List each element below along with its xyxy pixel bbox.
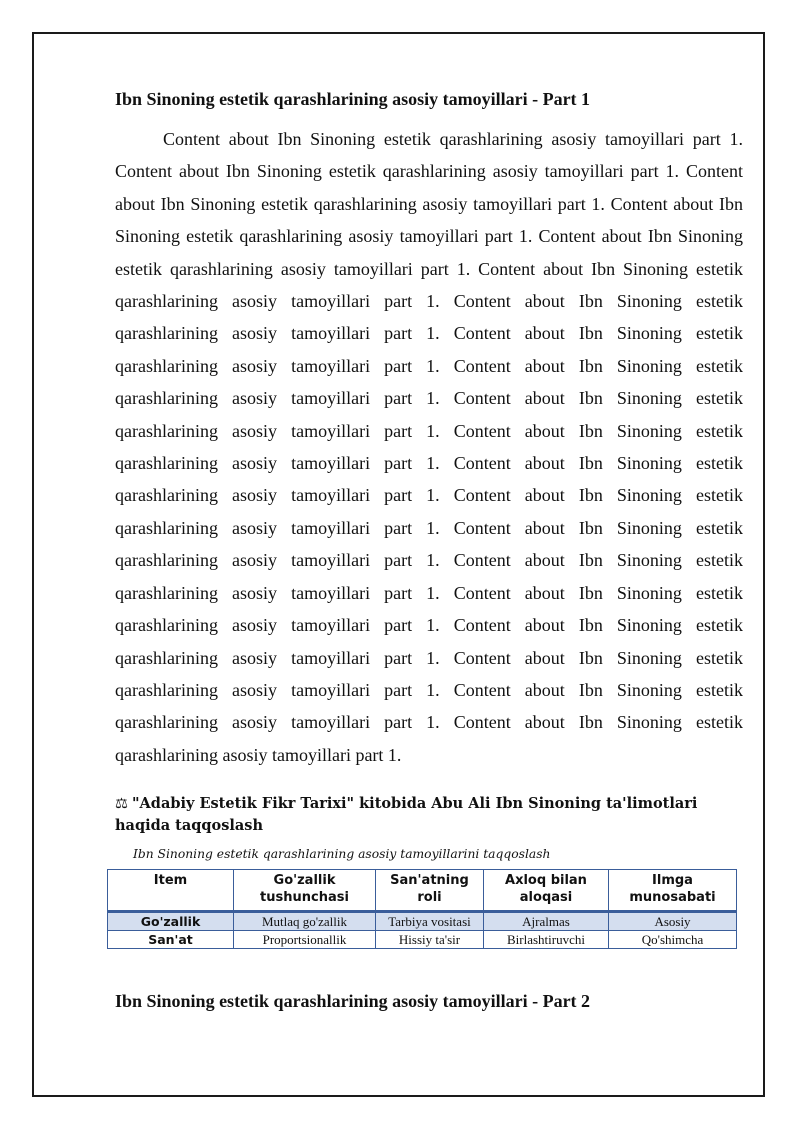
section-heading-part-2: Ibn Sinoning estetik qarashlarining asosiy tamoyillari - Part 2: [115, 991, 591, 1011]
column-header-item: Item: [108, 870, 234, 912]
table-cell: Qo'shimcha: [609, 931, 737, 949]
table-row: [108, 931, 737, 949]
section-heading-part-1: Ibn Sinoning estetik qarashlarining asosiy tamoyillari - Part 1: [115, 89, 591, 109]
table-cell: Asosiy: [609, 912, 737, 931]
row-label: Go'zallik: [108, 912, 234, 931]
table-row: [108, 912, 737, 931]
column-header-ethics-relation: Axloq bilan aloqasi: [484, 870, 609, 912]
table-cell: Ajralmas: [484, 912, 609, 931]
row-label: San'at: [108, 931, 234, 949]
body-paragraph: Content about Ibn Sinoning estetik qarashlarining asosiy tamoyillari part 1. Content about Ibn Sinoning estetik qarashlarining asosiy tamoyillari part 1. Content about Ibn Sinoning estetik qarashlarining asosiy tamoyillari part 1. Content about Ibn Sinoning estetik qarashlarining asosiy tamoyillari part 1. Content about Ibn Sinoning estetik qarashlarining asosiy tamoyillari part 1. Content about Ibn Sinoning estetik qarashlarining asosiy tamoyillari part 1. Content about Ibn Sinoning estetik qarashlarining asosiy tamoyillari part 1. Content about Ibn Sinoning estetik qarashlarining asosiy tamoyillari part 1. Content about Ibn Sinoning estetik qarashlarining asosiy tamoyillari part 1. Content about Ibn Sinoning estetik qarashlarining asosiy tamoyillari part 1. Content about Ibn Sinoning estetik qarashlarining asosiy tamoyillari part 1. Content about Ibn Sinoning estetik qarashlarining asosiy tamoyillari part 1. Content about Ibn Sinoning estetik qarashlarining asosiy tamoyillari part 1. Content about Ibn Sinoning estetik qarashlarining asosiy tamoyillari part 1. Content about Ibn Sinoning estetik qarashlarining asosiy tamoyillari part 1. Content about Ibn Sinoning estetik qarashlarining asosiy tamoyillari part 1. Content about Ibn Sinoning estetik qarashlarining asosiy tamoyillari part 1. Content about Ibn Sinoning estetik qarashlarining asosiy tamoyillari part 1. Content about Ibn Sinoning estetik qarashlarining asosiy tamoyillari part 1. Content about Ibn Sinoning estetik qarashlarining asosiy tamoyillari part 1.: [115, 129, 743, 765]
column-header-role-of-art: San'atning roli: [376, 870, 484, 912]
comparison-table: [107, 869, 737, 949]
page-content: [115, 86, 743, 863]
column-header-science-attitude: Ilmga munosabati: [609, 870, 737, 912]
balance-scale-icon: ⚖: [115, 796, 128, 813]
table-cell: Birlashtiruvchi: [484, 931, 609, 949]
table-cell: Tarbiya vositasi: [376, 912, 484, 931]
comparison-heading: [115, 793, 743, 837]
column-header-beauty-concept: Go'zallik tushunchasi: [234, 870, 376, 912]
table-cell: Mutlaq go'zallik: [234, 912, 376, 931]
comparison-heading-text: "Adabiy Estetik Fikr Tarixi" kitobida Abu Ali Ibn Sinoning ta'limotlari haqida taqqoslash: [115, 795, 698, 835]
table-header-row: [108, 870, 737, 912]
table-caption: Ibn Sinoning estetik qarashlarining asosiy tamoyillarini taqqoslash: [133, 847, 551, 862]
table-cell: Proportsionallik: [234, 931, 376, 949]
table-cell: Hissiy ta'sir: [376, 931, 484, 949]
